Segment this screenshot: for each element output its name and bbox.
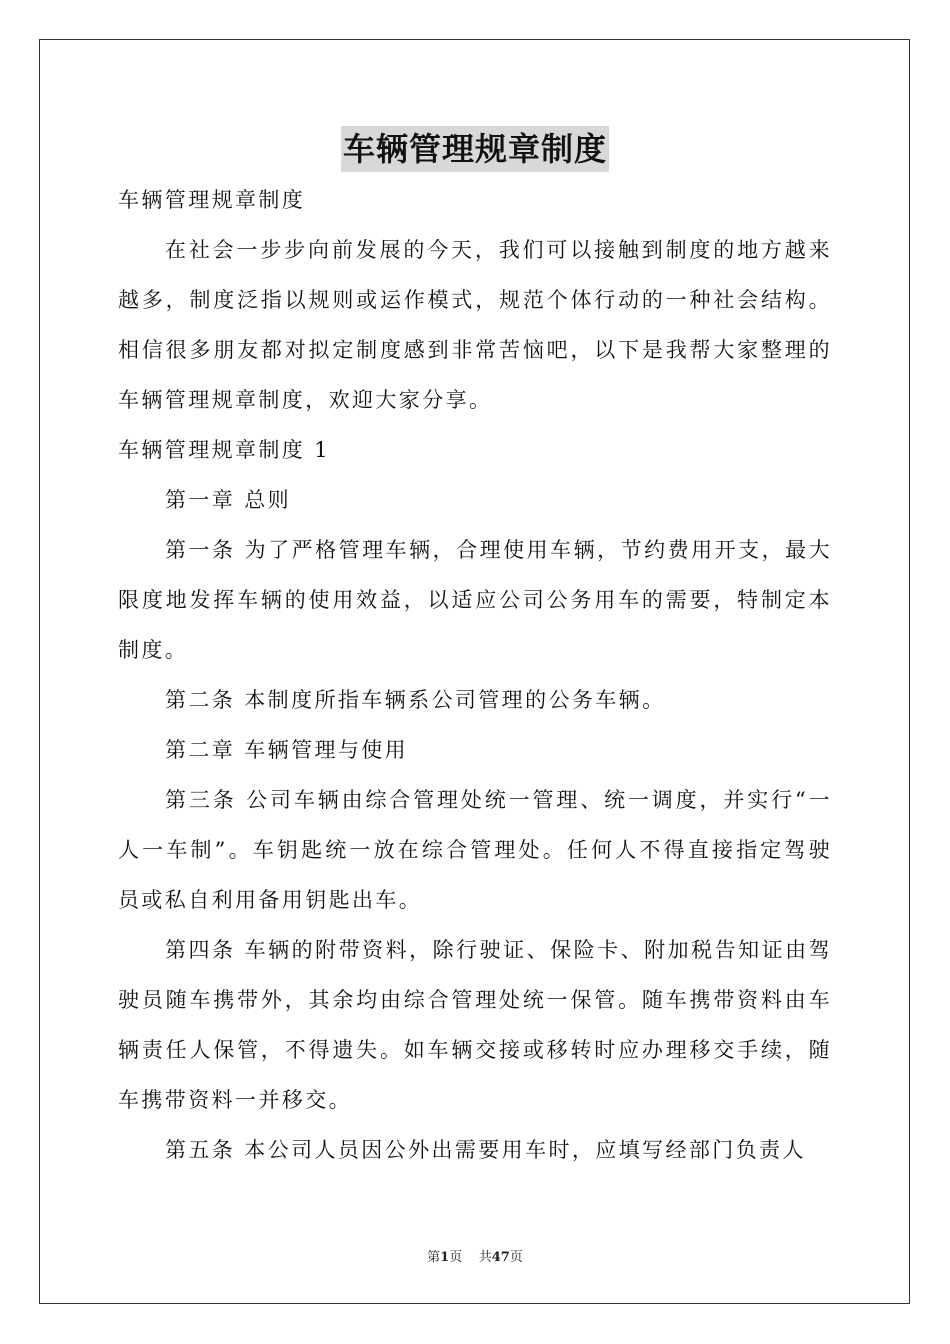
article-4: 第四条 车辆的附带资料，除行驶证、保险卡、附加税告知证由驾驶员随车携带外，其余均由综合管理处统一保管。随车携带资料由车辆责任人保管，不得遗失。如车辆交接或移转时应办理移交手续，随车携带资料一并移交。 bbox=[118, 938, 832, 1112]
paragraph-section-heading: 车辆管理规章制度 1 bbox=[118, 438, 331, 462]
article-5: 第五条 本公司人员因公外出需要用车时，应填写经部门负责人 bbox=[165, 1138, 806, 1162]
paragraph-subtitle: 车辆管理规章制度 bbox=[118, 188, 306, 212]
total-pages: 47 bbox=[491, 1250, 510, 1265]
document-title: 车辆管理规章制度 bbox=[341, 126, 609, 172]
article-2: 第二条 本制度所指车辆系公司管理的公务车辆。 bbox=[165, 688, 666, 712]
page-suffix: 页 bbox=[449, 1250, 463, 1265]
chapter-1-heading: 第一章 总则 bbox=[165, 488, 292, 512]
page-prefix: 第 bbox=[427, 1250, 441, 1265]
title-container bbox=[0, 126, 950, 172]
page-number: 1 bbox=[440, 1250, 450, 1265]
total-suffix: 页 bbox=[509, 1250, 523, 1265]
page-footer bbox=[0, 1246, 950, 1265]
total-prefix: 共 bbox=[478, 1250, 492, 1265]
document-body bbox=[118, 175, 832, 1175]
chapter-2-heading: 第二章 车辆管理与使用 bbox=[165, 738, 409, 762]
article-1: 第一条 为了严格管理车辆，合理使用车辆，节约费用开支，最大限度地发挥车辆的使用效益，以适应公司公务用车的需要，特制定本制度。 bbox=[118, 538, 832, 662]
article-3: 第三条 公司车辆由综合管理处统一管理、统一调度，并实行“一人一车制”。车钥匙统一放在综合管理处。任何人不得直接指定驾驶员或私自利用备用钥匙出车。 bbox=[118, 788, 832, 912]
paragraph-intro: 在社会一步步向前发展的今天，我们可以接触到制度的地方越来越多，制度泛指以规则或运作模式，规范个体行动的一种社会结构。相信很多朋友都对拟定制度感到非常苦恼吧，以下是我帮大家整理的车辆管理规章制度，欢迎大家分享。 bbox=[118, 238, 832, 412]
